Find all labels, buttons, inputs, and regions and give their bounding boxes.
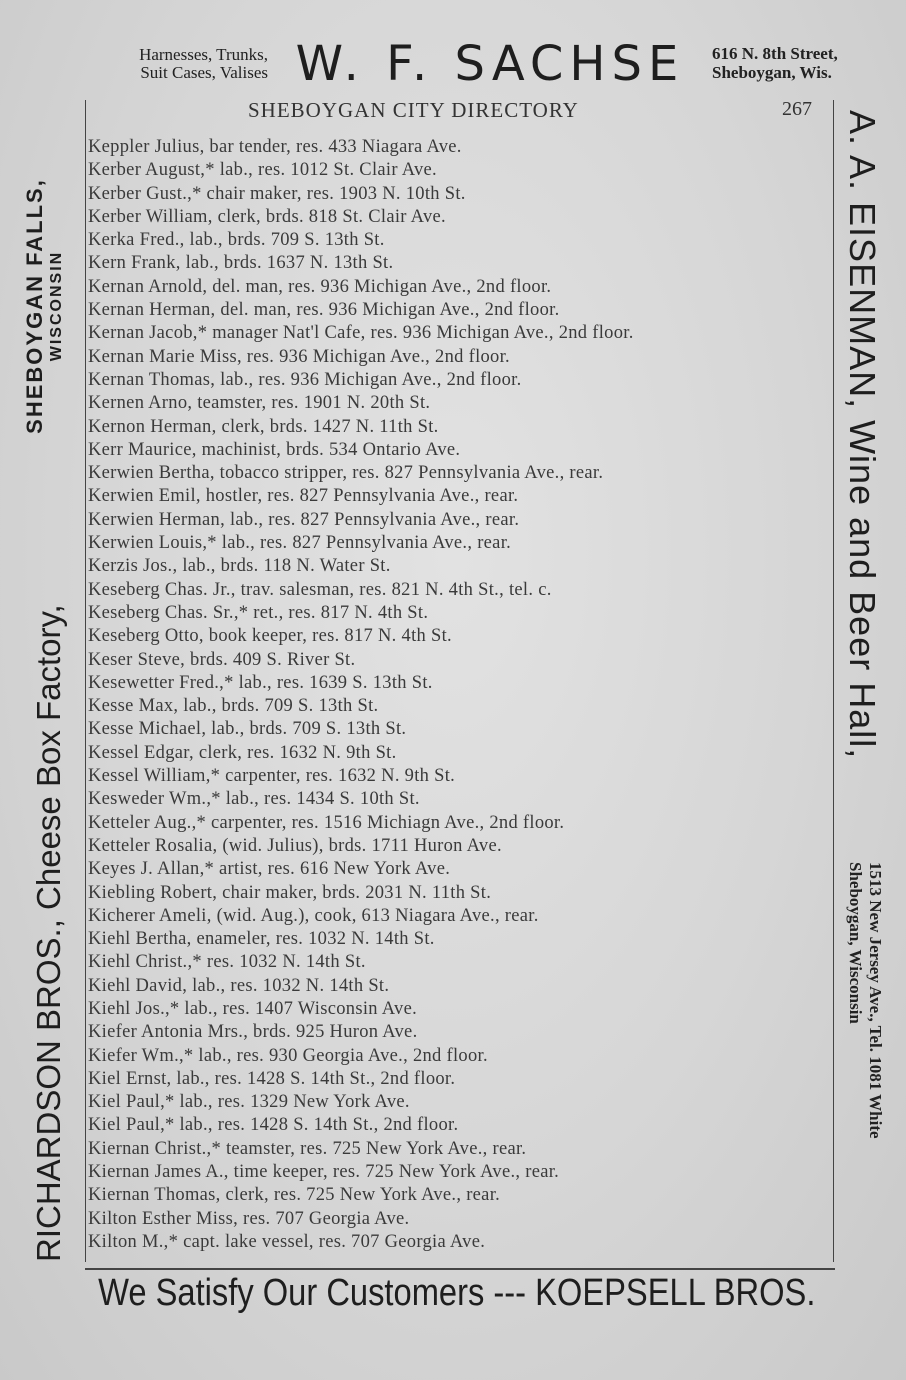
right-side-ad-city: Sheboygan, Wisconsin <box>846 862 865 1024</box>
left-side-ad <box>20 92 80 1262</box>
directory-entry: Kernan Thomas, lab., res. 936 Michigan Ave., 2nd floor. <box>88 369 522 390</box>
directory-entry: Kerwien Bertha, tobacco stripper, res. 827 Pennsylvania Ave., rear. <box>88 463 604 484</box>
directory-listings <box>88 136 830 1254</box>
right-side-ad-main: A. A. EISENMAN, Wine and Beer Hall, <box>842 110 883 760</box>
directory-entry: Kiefer Antonia Mrs., brds. 925 Huron Ave. <box>88 1022 418 1043</box>
directory-entry: Ketteler Aug.,* carpenter, res. 1516 Michiagn Ave., 2nd floor. <box>88 812 565 833</box>
directory-entry: Kerber Gust.,* chair maker, res. 1903 N. 10th St. <box>88 183 466 204</box>
directory-entry: Ketteler Rosalia, (wid. Julius), brds. 1711 Huron Ave. <box>88 835 502 856</box>
directory-entry: Kesse Michael, lab., brds. 709 S. 13th St. <box>88 719 407 740</box>
directory-entry: Keppler Julius, bar tender, res. 433 Niagara Ave. <box>88 137 462 157</box>
right-side-ad-address: 1513 New Jersey Ave., Tel. 1081 White <box>866 862 885 1139</box>
directory-entry: Kiehl Jos.,* lab., res. 1407 Wisconsin Ave. <box>88 998 418 1019</box>
directory-entry: Kernan Herman, del. man, res. 936 Michigan Ave., 2nd floor. <box>88 300 560 321</box>
top-ad-title: W. F. SACHSE <box>295 36 685 92</box>
directory-entry: Kiehl David, lab., res. 1032 N. 14th St. <box>88 975 390 996</box>
directory-entry: Kessel William,* carpenter, res. 1632 N. 9th St. <box>88 766 456 787</box>
left-side-ad-town: SHEBOYGAN FALLS, <box>22 178 47 434</box>
directory-entry: Keseberg Chas. Jr., trav. salesman, res. 821 N. 4th St., tel. c. <box>88 579 552 600</box>
top-ad-left <box>68 46 268 82</box>
directory-entry: Kiernan James A., time keeper, res. 725 New York Ave., rear. <box>88 1162 560 1183</box>
directory-entry: Kerka Fred., lab., brds. 709 S. 13th St. <box>88 230 385 251</box>
page-title: SHEBOYGAN CITY DIRECTORY <box>248 98 579 122</box>
directory-entry: Kiehl Bertha, enameler, res. 1032 N. 14th St. <box>88 929 435 950</box>
left-side-ad-location <box>22 176 66 436</box>
directory-entry: Kiel Paul,* lab., res. 1428 S. 14th St., 2nd floor. <box>88 1115 459 1136</box>
bottom-rule <box>85 1268 835 1270</box>
top-ad-left-line1: Harnesses, Trunks, <box>139 45 268 64</box>
bottom-ad: We Satisfy Our Customers --- KOEPSELL BROS. <box>98 1272 816 1314</box>
directory-entry: Kerwien Louis,* lab., res. 827 Pennsylvania Ave., rear. <box>88 533 512 554</box>
directory-entry: Keyes J. Allan,* artist, res. 616 New York Ave. <box>88 859 451 880</box>
right-side-ad <box>825 110 885 1270</box>
directory-entry: Keseberg Otto, book keeper, res. 817 N. 4th St. <box>88 626 452 647</box>
directory-entry: Kernon Herman, clerk, brds. 1427 N. 11th St. <box>88 416 439 437</box>
top-ad-right-line2: Sheboygan, Wis. <box>712 63 832 82</box>
directory-entry: Kernan Jacob,* manager Nat'l Cafe, res. 936 Michigan Ave., 2nd floor. <box>88 323 634 344</box>
directory-entry: Kernen Arno, teamster, res. 1901 N. 20th St. <box>88 393 431 414</box>
directory-entry: Kiernan Christ.,* teamster, res. 725 New York Ave., rear. <box>88 1138 527 1159</box>
directory-entry: Kerwien Emil, hostler, res. 827 Pennsylvania Ave., rear. <box>88 486 519 507</box>
directory-entry: Kilton M.,* capt. lake vessel, res. 707 Georgia Ave. <box>88 1231 486 1252</box>
directory-entry: Kerber William, clerk, brds. 818 St. Clair Ave. <box>88 206 446 227</box>
directory-entry: Kerzis Jos., lab., brds. 118 N. Water St. <box>88 556 391 577</box>
directory-entry: Keser Steve, brds. 409 S. River St. <box>88 649 356 670</box>
directory-entry: Kernan Arnold, del. man, res. 936 Michigan Ave., 2nd floor. <box>88 276 552 297</box>
directory-entry: Keseberg Chas. Sr.,* ret., res. 817 N. 4th St. <box>88 602 429 623</box>
directory-entry: Kiernan Thomas, clerk, res. 725 New York Ave., rear. <box>88 1185 501 1206</box>
directory-entry: Kicherer Ameli, (wid. Aug.), cook, 613 Niagara Ave., rear. <box>88 905 539 926</box>
directory-entry: Kiefer Wm.,* lab., res. 930 Georgia Ave., 2nd floor. <box>88 1045 488 1066</box>
page-number: 267 <box>782 98 812 120</box>
directory-entry: Kerr Maurice, machinist, brds. 534 Ontario Ave. <box>88 439 461 460</box>
top-ad-left-line2: Suit Cases, Valises <box>140 63 268 82</box>
top-ad-right <box>712 44 882 82</box>
left-side-ad-main: RICHARDSON BROS., Cheese Box Factory, <box>30 604 67 1262</box>
directory-entry: Kessel Edgar, clerk, res. 1632 N. 9th St. <box>88 742 397 763</box>
directory-entry: Kesweder Wm.,* lab., res. 1434 S. 10th St. <box>88 789 420 810</box>
directory-entry: Kiehl Christ.,* res. 1032 N. 14th St. <box>88 952 366 973</box>
directory-entry: Kiebling Robert, chair maker, brds. 2031 N. 11th St. <box>88 882 492 903</box>
directory-entry: Kernan Marie Miss, res. 936 Michigan Ave., 2nd floor. <box>88 346 510 367</box>
directory-entry: Kern Frank, lab., brds. 1637 N. 13th St. <box>88 253 394 274</box>
directory-entry: Kerber August,* lab., res. 1012 St. Clair Ave. <box>88 160 437 181</box>
directory-entry: Kiel Paul,* lab., res. 1329 New York Ave. <box>88 1092 410 1113</box>
left-side-ad-state: WISCONSIN <box>48 250 65 362</box>
directory-entry: Kesse Max, lab., brds. 709 S. 13th St. <box>88 696 379 717</box>
directory-entry: Kilton Esther Miss, res. 707 Georgia Ave. <box>88 1208 410 1229</box>
directory-entry: Kesewetter Fred.,* lab., res. 1639 S. 13th St. <box>88 672 433 693</box>
left-rule <box>85 100 86 1262</box>
top-ad-right-line1: 616 N. 8th Street, <box>712 44 838 63</box>
directory-entry: Kiel Ernst, lab., res. 1428 S. 14th St., 2nd floor. <box>88 1068 456 1089</box>
directory-entry: Kerwien Herman, lab., res. 827 Pennsylvania Ave., rear. <box>88 509 520 530</box>
